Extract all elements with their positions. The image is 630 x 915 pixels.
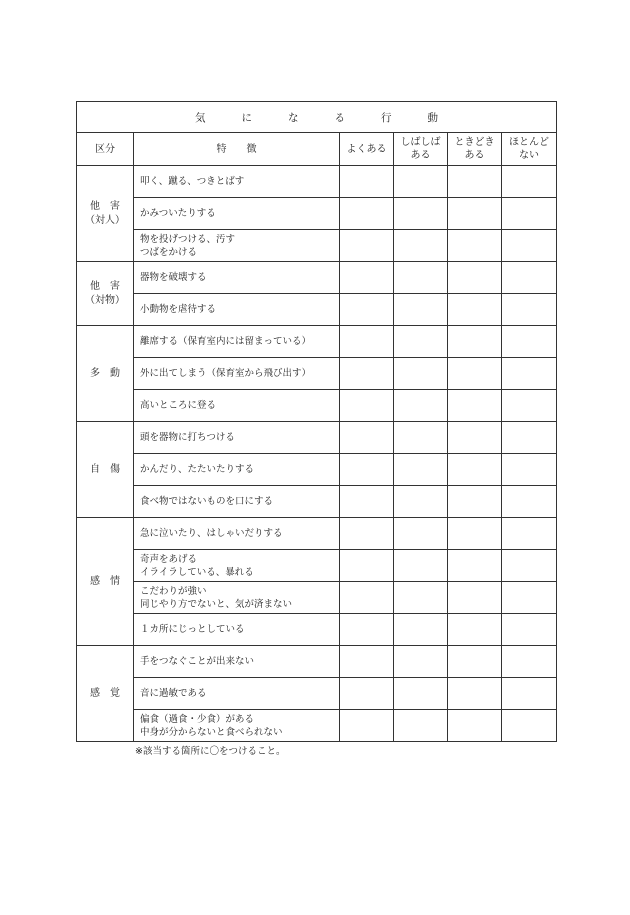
check-cell-often[interactable] bbox=[340, 230, 394, 262]
description-line: 音に過敏である bbox=[140, 688, 207, 699]
description-line: 叩く、蹴る、つきとばす bbox=[140, 176, 245, 187]
table-row bbox=[77, 582, 557, 614]
check-cell-rarely[interactable] bbox=[502, 422, 557, 454]
behavior-description bbox=[134, 390, 340, 422]
description-line: １カ所にじっとしている bbox=[140, 624, 245, 635]
check-cell-sometimes[interactable] bbox=[448, 582, 502, 614]
description-line: 偏食（過食・少食）がある bbox=[140, 713, 255, 725]
check-cell-frequently[interactable] bbox=[394, 454, 448, 486]
table-row bbox=[77, 358, 557, 390]
check-cell-frequently[interactable] bbox=[394, 518, 448, 550]
check-cell-rarely[interactable] bbox=[502, 486, 557, 518]
table-row bbox=[77, 166, 557, 198]
check-cell-rarely[interactable] bbox=[502, 326, 557, 358]
behavior-description bbox=[134, 358, 340, 390]
description-line: イライラしている、暴れる bbox=[140, 566, 254, 578]
behavior-description bbox=[134, 326, 340, 358]
check-cell-frequently[interactable] bbox=[394, 262, 448, 294]
table-row bbox=[77, 550, 557, 582]
check-cell-often[interactable] bbox=[340, 198, 394, 230]
check-cell-often[interactable] bbox=[340, 710, 394, 742]
table-row bbox=[77, 294, 557, 326]
description-line: 離席する（保育室内には留まっている） bbox=[140, 336, 312, 347]
check-cell-sometimes[interactable] bbox=[448, 518, 502, 550]
behavior-description bbox=[134, 518, 340, 550]
table-row bbox=[77, 614, 557, 646]
description-line: かんだり、たたいたりする bbox=[140, 464, 255, 475]
behavior-checklist bbox=[76, 101, 556, 742]
check-cell-sometimes[interactable] bbox=[448, 358, 502, 390]
table-row bbox=[77, 390, 557, 422]
table-title bbox=[77, 102, 557, 133]
check-cell-frequently[interactable] bbox=[394, 422, 448, 454]
check-cell-rarely[interactable] bbox=[502, 518, 557, 550]
table-row bbox=[77, 678, 557, 710]
check-cell-often[interactable] bbox=[340, 454, 394, 486]
table-row bbox=[77, 454, 557, 486]
check-cell-frequently[interactable] bbox=[394, 486, 448, 518]
category-label: 他 害 bbox=[90, 280, 120, 292]
check-cell-frequently[interactable] bbox=[394, 198, 448, 230]
check-cell-sometimes[interactable] bbox=[448, 486, 502, 518]
check-cell-frequently[interactable] bbox=[394, 678, 448, 710]
description-line: 食べ物ではないものを口にする bbox=[140, 496, 274, 507]
description-line: かみついたりする bbox=[140, 208, 216, 219]
check-cell-often[interactable] bbox=[340, 486, 394, 518]
description-line: 奇声をあげる bbox=[140, 553, 198, 565]
check-cell-sometimes[interactable] bbox=[448, 262, 502, 294]
check-cell-sometimes[interactable] bbox=[448, 422, 502, 454]
table-row bbox=[77, 262, 557, 294]
category-label: （対物） bbox=[85, 294, 125, 306]
behavior-description bbox=[134, 646, 340, 678]
check-cell-rarely[interactable] bbox=[502, 230, 557, 262]
check-cell-frequently[interactable] bbox=[394, 294, 448, 326]
category-label: 感 覚 bbox=[90, 687, 120, 699]
check-cell-often[interactable] bbox=[340, 262, 394, 294]
instruction-note: ※該当する箇所に〇をつけること。 bbox=[135, 746, 286, 757]
check-cell-often[interactable] bbox=[340, 582, 394, 614]
check-cell-frequently[interactable] bbox=[394, 358, 448, 390]
description-line: 外に出てしまう（保育室から飛び出す） bbox=[140, 368, 312, 379]
header-category: 区分 bbox=[77, 133, 134, 166]
behavior-description bbox=[134, 422, 340, 454]
description-line: つばをかける bbox=[140, 246, 198, 258]
title-char: に bbox=[241, 111, 253, 124]
table-row bbox=[77, 646, 557, 678]
check-cell-rarely[interactable] bbox=[502, 294, 557, 326]
check-cell-frequently[interactable] bbox=[394, 230, 448, 262]
behavior-description bbox=[134, 454, 340, 486]
check-cell-sometimes[interactable] bbox=[448, 614, 502, 646]
check-cell-often[interactable] bbox=[340, 646, 394, 678]
behavior-description bbox=[134, 550, 340, 582]
behavior-description bbox=[134, 614, 340, 646]
check-cell-rarely[interactable] bbox=[502, 262, 557, 294]
table-row bbox=[77, 518, 557, 550]
category-cell bbox=[77, 166, 134, 262]
check-cell-often[interactable] bbox=[340, 390, 394, 422]
behavior-description bbox=[134, 198, 340, 230]
check-cell-sometimes[interactable] bbox=[448, 230, 502, 262]
check-cell-frequently[interactable] bbox=[394, 326, 448, 358]
table-row bbox=[77, 422, 557, 454]
header-frequently: しばしば ある bbox=[394, 133, 448, 166]
check-cell-sometimes[interactable] bbox=[448, 294, 502, 326]
category-cell bbox=[77, 646, 134, 742]
title-char: 行 bbox=[381, 111, 392, 124]
category-label: 感 情 bbox=[90, 575, 120, 587]
check-cell-rarely[interactable] bbox=[502, 166, 557, 198]
check-cell-often[interactable] bbox=[340, 614, 394, 646]
behavior-description bbox=[134, 166, 340, 198]
table-row bbox=[77, 198, 557, 230]
check-cell-sometimes[interactable] bbox=[448, 678, 502, 710]
check-cell-sometimes[interactable] bbox=[448, 454, 502, 486]
header-sometimes: ときどき ある bbox=[448, 133, 502, 166]
check-cell-often[interactable] bbox=[340, 550, 394, 582]
description-line: 中身が分からないと食べられない bbox=[140, 726, 283, 738]
category-label: 自 傷 bbox=[90, 463, 120, 475]
category-cell bbox=[77, 422, 134, 518]
description-line: 小動物を虐待する bbox=[140, 304, 217, 315]
behavior-description bbox=[134, 582, 340, 614]
description-line: 急に泣いたり、はしゃいだりする bbox=[140, 528, 283, 539]
check-cell-sometimes[interactable] bbox=[448, 326, 502, 358]
description-line: 器物を破壊する bbox=[140, 272, 207, 283]
check-cell-rarely[interactable] bbox=[502, 358, 557, 390]
check-cell-frequently[interactable] bbox=[394, 166, 448, 198]
table-row bbox=[77, 230, 557, 262]
check-cell-often[interactable] bbox=[340, 326, 394, 358]
check-cell-sometimes[interactable] bbox=[448, 390, 502, 422]
description-line: 手をつなぐことが出来ない bbox=[140, 656, 255, 667]
check-cell-sometimes[interactable] bbox=[448, 710, 502, 742]
checklist-table bbox=[76, 101, 557, 742]
title-char: 動 bbox=[427, 111, 439, 124]
description-line: 頭を器物に打ちつける bbox=[140, 432, 235, 443]
behavior-description bbox=[134, 294, 340, 326]
check-cell-often[interactable] bbox=[340, 294, 394, 326]
check-cell-often[interactable] bbox=[340, 166, 394, 198]
description-line: 同じやり方でないと、気が済まない bbox=[140, 598, 293, 610]
check-cell-rarely[interactable] bbox=[502, 710, 557, 742]
check-cell-frequently[interactable] bbox=[394, 550, 448, 582]
check-cell-sometimes[interactable] bbox=[448, 166, 502, 198]
check-cell-rarely[interactable] bbox=[502, 550, 557, 582]
check-cell-often[interactable] bbox=[340, 518, 394, 550]
category-cell bbox=[77, 262, 134, 326]
category-cell bbox=[77, 326, 134, 422]
check-cell-frequently[interactable] bbox=[394, 582, 448, 614]
description-line: 高いところに登る bbox=[140, 400, 217, 411]
header-feature: 特 徴 bbox=[134, 133, 340, 166]
behavior-description bbox=[134, 230, 340, 262]
behavior-description bbox=[134, 710, 340, 742]
title-char: な bbox=[288, 111, 299, 124]
title-char: 気 bbox=[195, 111, 206, 124]
check-cell-rarely[interactable] bbox=[502, 454, 557, 486]
header-often: よくある bbox=[340, 133, 394, 166]
description-line: 物を投げつける、汚す bbox=[140, 233, 236, 245]
checklist-body bbox=[77, 166, 557, 742]
check-cell-often[interactable] bbox=[340, 678, 394, 710]
description-line: こだわりが強い bbox=[140, 585, 207, 597]
check-cell-sometimes[interactable] bbox=[448, 198, 502, 230]
check-cell-rarely[interactable] bbox=[502, 198, 557, 230]
check-cell-frequently[interactable] bbox=[394, 614, 448, 646]
check-cell-often[interactable] bbox=[340, 422, 394, 454]
table-row bbox=[77, 326, 557, 358]
category-label: 多 動 bbox=[90, 367, 120, 379]
behavior-description bbox=[134, 486, 340, 518]
check-cell-sometimes[interactable] bbox=[448, 550, 502, 582]
check-cell-rarely[interactable] bbox=[502, 582, 557, 614]
check-cell-frequently[interactable] bbox=[394, 646, 448, 678]
behavior-description bbox=[134, 678, 340, 710]
behavior-description bbox=[134, 262, 340, 294]
table-row bbox=[77, 710, 557, 742]
check-cell-rarely[interactable] bbox=[502, 390, 557, 422]
category-label: 他 害 bbox=[90, 200, 120, 212]
category-label: （対人） bbox=[85, 214, 125, 226]
check-cell-frequently[interactable] bbox=[394, 390, 448, 422]
check-cell-frequently[interactable] bbox=[394, 710, 448, 742]
category-cell bbox=[77, 518, 134, 646]
table-row bbox=[77, 486, 557, 518]
check-cell-rarely[interactable] bbox=[502, 678, 557, 710]
title-char: る bbox=[334, 111, 346, 124]
check-cell-rarely[interactable] bbox=[502, 614, 557, 646]
check-cell-sometimes[interactable] bbox=[448, 646, 502, 678]
check-cell-rarely[interactable] bbox=[502, 646, 557, 678]
check-cell-often[interactable] bbox=[340, 358, 394, 390]
header-rarely: ほとんど ない bbox=[502, 133, 557, 166]
